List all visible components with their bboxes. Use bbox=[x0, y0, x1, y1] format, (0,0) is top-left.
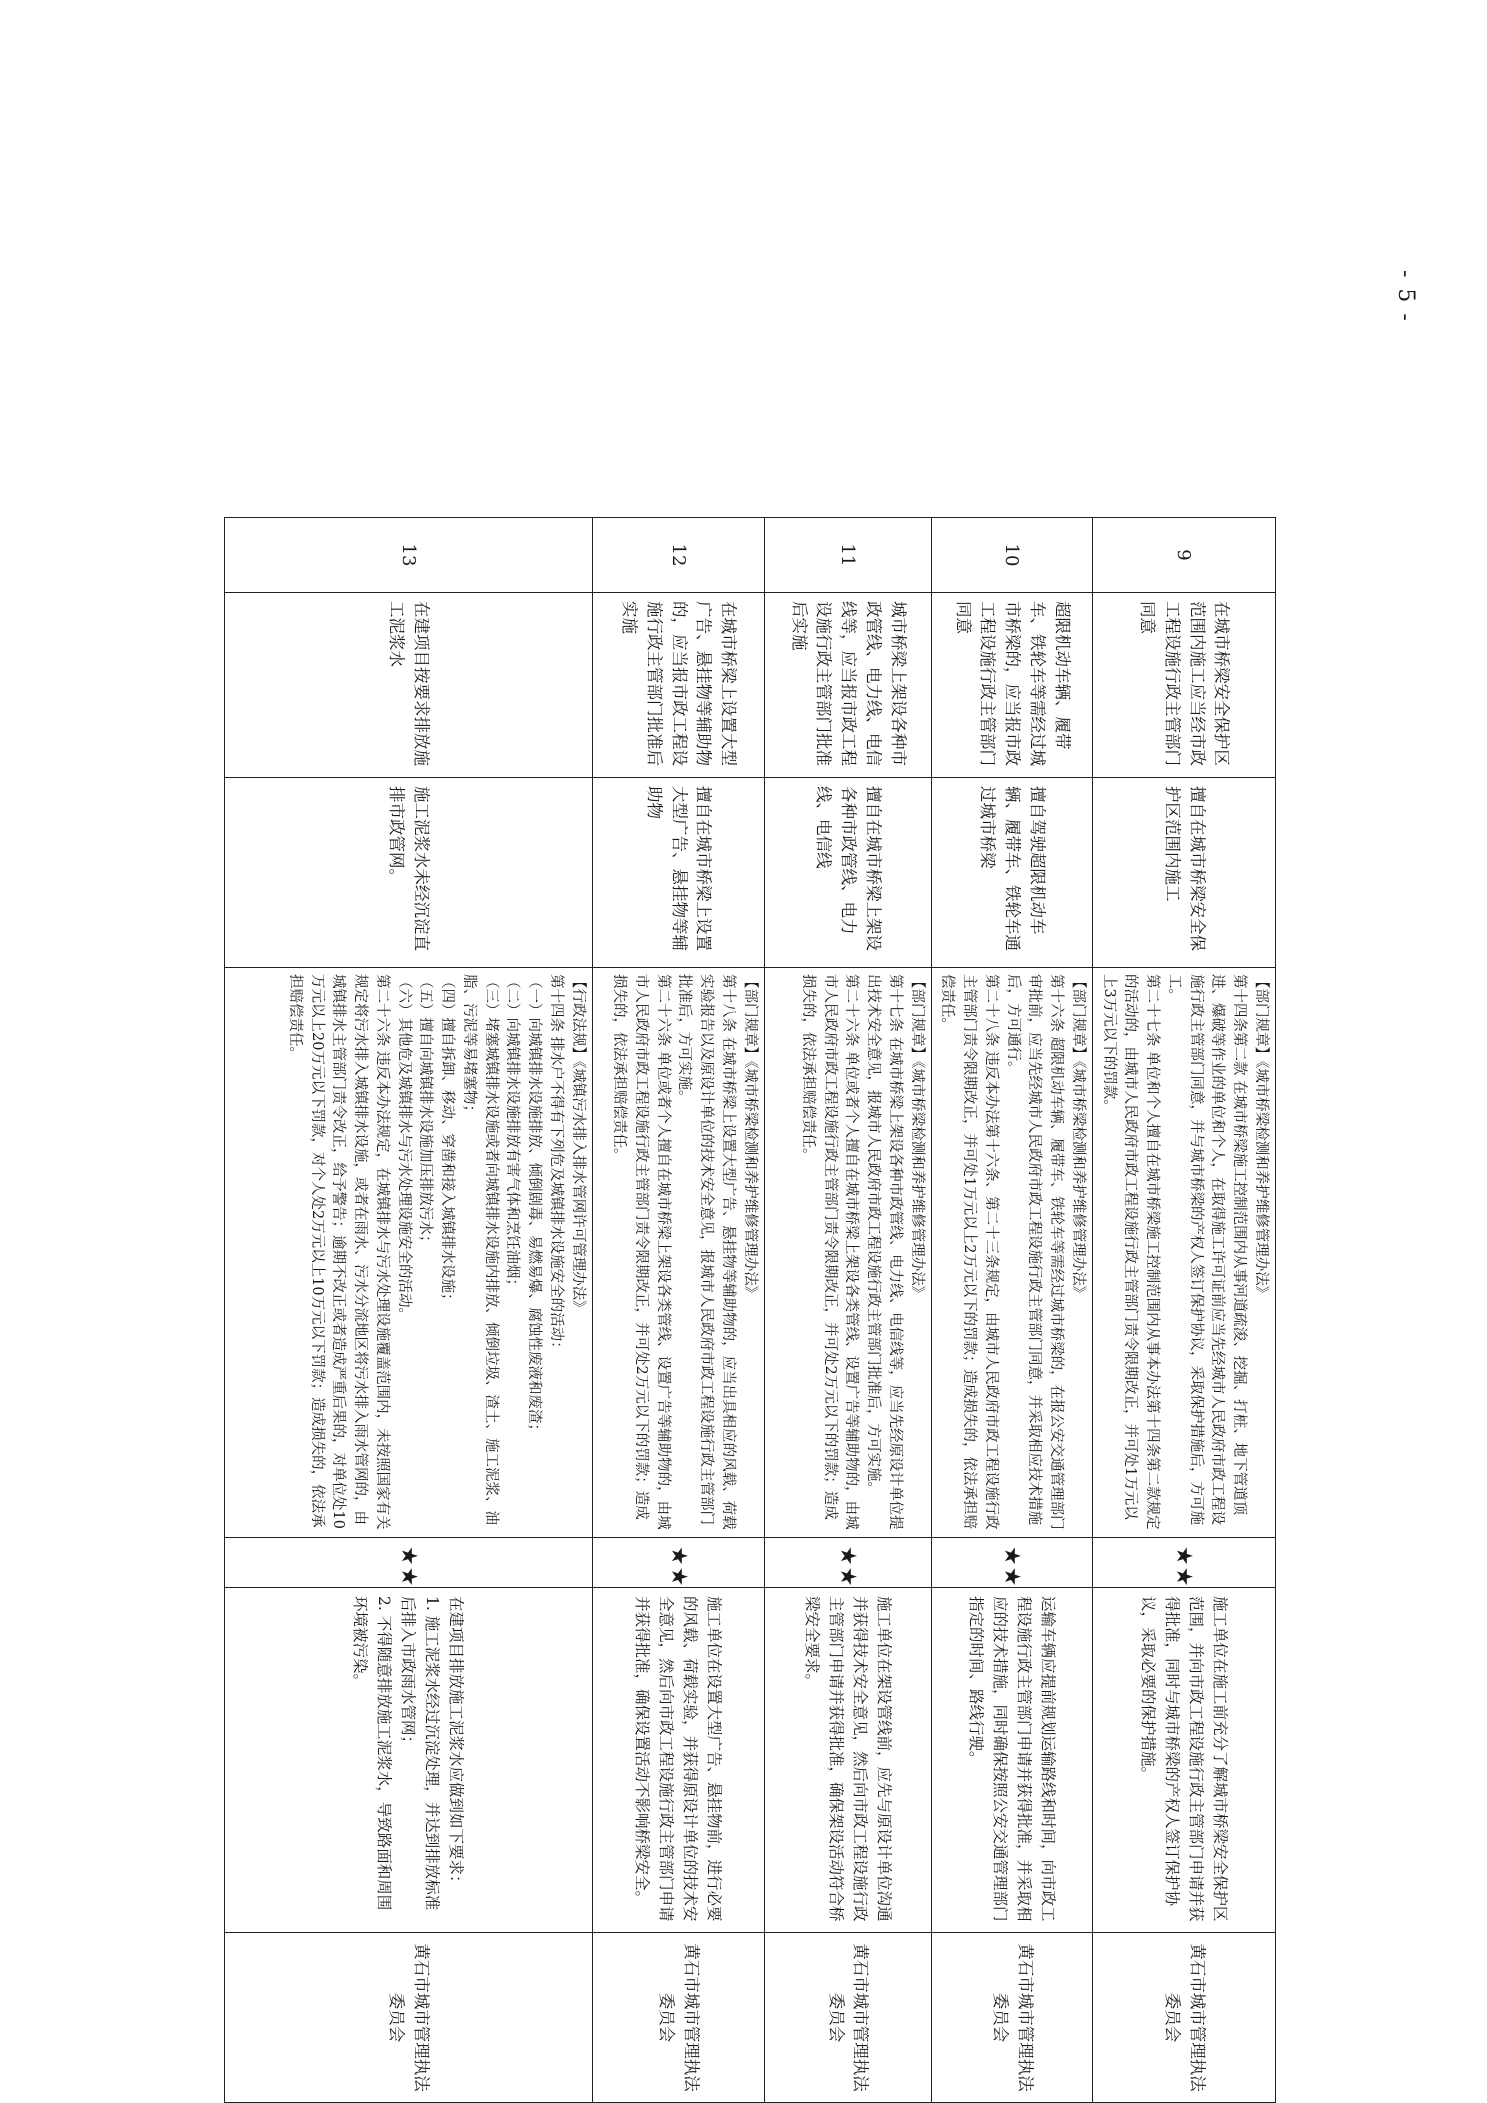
row-number: 13 bbox=[224, 518, 592, 593]
basis-line: 第十四条第二款 在城市桥梁施工控制范围内从事河道疏浚、挖掘、打桩、地下管道顶进、爆破等作业的单位和个人，在取得施工许可证前应当先经城市人民政府市政工程设施行政主管部门同意，并与城市桥梁的产权人签订保护协议，采取保护措施后，方可施工。 bbox=[1166, 974, 1248, 1525]
legal-basis-cell bbox=[224, 968, 592, 1538]
basis-line: （一）向城镇排水设施排放、倾倒剧毒、易燃易爆、腐蚀性废液和废渣； bbox=[526, 974, 543, 1438]
basis-line: 【部门规章】《城市桥梁检测和养护维修管理办法》 bbox=[1253, 974, 1269, 1301]
basis-line: 第十六条 超限机动车辆、履带车、铁轮车等需经过城市桥梁的，在报公安交通管理部门审批前，应当先经城市人民政府市政工程设施行政主管部门同意，并采取相应技术措施后，方可通行。 bbox=[1004, 974, 1065, 1530]
risk-level-stars: ★★ bbox=[592, 1538, 764, 1588]
legal-basis-cell bbox=[1093, 968, 1276, 1538]
matter-cell: 在建项目按要求排放施工泥浆水 bbox=[224, 593, 592, 778]
basis-line: （四）擅自拆卸、移动、穿凿和接入城镇排水设施； bbox=[439, 974, 456, 1308]
legal-basis-cell bbox=[764, 968, 931, 1538]
matter-cell: 在城市桥梁安全保护区范围内施工应当经市政工程设施行政主管部门同意 bbox=[1093, 593, 1276, 778]
department-cell: 黄石市城市管理执法委员会 bbox=[1093, 1933, 1276, 2103]
basis-line: （五）擅自向城镇排水设施加压排放污水； bbox=[417, 974, 434, 1250]
violation-cell: 擅自驾驶超限机动车辆、履带车、铁轮车通过城市桥梁 bbox=[931, 778, 1092, 968]
row-number: 12 bbox=[592, 518, 764, 593]
risk-level-stars: ★★ bbox=[931, 1538, 1092, 1588]
basis-line: 【部门规章】《城市桥梁检测和养护维修管理办法》 bbox=[1070, 974, 1086, 1301]
basis-line: 第二十六条 单位或者个人擅自在城市桥梁上架设各类管线、设置广告等辅助物的，由城市人民政府市政工程设施行政主管部门责令限期改正，并可处2万元以下的罚款；造成损失的，依法承担赔偿责任。 bbox=[611, 974, 671, 1530]
page-number: - 5 - bbox=[1393, 270, 1418, 323]
table-row bbox=[764, 518, 931, 2103]
violation-cell: 擅自在城市桥梁上设置大型广告、悬挂物等辅助物 bbox=[592, 778, 764, 968]
matter-cell: 超限机动车辆、履带车、铁轮车等需经过城市桥梁的，应当报市政工程设施行政主管部门同意 bbox=[931, 593, 1092, 778]
violation-cell: 擅自在城市桥梁上架设各种市政管线、电力线、电信线 bbox=[764, 778, 931, 968]
basis-line: 第二十六条 违反本办法规定，在城镇排水与污水处理设施覆盖范围内，未按照国家有关规定将污水排入城镇排水设施，或者在雨水、污水分流地区将污水排入雨水管网的，由城镇排水主管部门责令改正，给予警告；逾期不改正或者造成严重后果的，对单位处10万元以上20万元以下罚款，对个人处2万元以上10万元以下罚款；造成损失的，依法承担赔偿责任。 bbox=[287, 974, 390, 1530]
violation-cell: 施工泥浆水未经沉淀直排市政管网。 bbox=[224, 778, 592, 968]
basis-line: 【行政法规】《城镇污水排入排水管网许可管理办法》 bbox=[569, 974, 586, 1315]
risk-level-stars: ★★ bbox=[224, 1538, 592, 1588]
requirement-cell: 在建项目排放施工泥浆水应做到如下要求： 1. 施工泥浆水经过沉淀处理，并达到排放标准后排入市政雨水管网； 2. 不得随意排放施工泥浆水，导致路面和周围环境被污染。 bbox=[224, 1588, 592, 1933]
table-row bbox=[931, 518, 1092, 2103]
matter-cell: 城市桥梁上架设各种市政管线、电力线、电信线等，应当报市政工程设施行政主管部门批准后实施 bbox=[764, 593, 931, 778]
basis-line: （二）向城镇排水设施排放有害气体和烹饪油烟； bbox=[504, 974, 521, 1293]
basis-line: 第十八条 在城市桥梁上设置大型广告、悬挂物等辅助物的，应当出具相应的风载、荷载实验报告以及原设计单位的技术安全意见，报城市人民政府市政工程设施行政主管部门批准后，方可实施。 bbox=[676, 974, 736, 1530]
table-row bbox=[224, 518, 592, 2103]
basis-line: 第十四条 排水户不得有下列危及城镇排水设施安全的活动： bbox=[548, 974, 564, 1356]
basis-line: 第二十八条 违反本办法第十六条、第二十三条规定，由城市人民政府市政工程设施行政主管部门责令限期改正，并可处1万元以上2万元以下的罚款；造成损失的，依法承担赔偿责任。 bbox=[939, 974, 999, 1530]
basis-line: 第二十六条 单位或者个人擅自在城市桥梁上架设各类管线、设置广告等辅助物的，由城市人民政府市政工程设施行政主管部门责令限期改正，并可处2万元以下的罚款；造成损失的，依法承担赔偿责任。 bbox=[800, 974, 860, 1530]
table-row bbox=[1093, 518, 1276, 2103]
department-cell: 黄石市城市管理执法委员会 bbox=[931, 1933, 1092, 2103]
legal-basis-cell bbox=[931, 968, 1092, 1538]
matter-cell: 在城市桥梁上设置大型广告、悬挂物等辅助物的，应当报市政工程设施行政主管部门批准后实施 bbox=[592, 593, 764, 778]
department-cell: 黄石市城市管理执法委员会 bbox=[224, 1933, 592, 2103]
legal-basis-cell bbox=[592, 968, 764, 1538]
department-cell: 黄石市城市管理执法委员会 bbox=[764, 1933, 931, 2103]
basis-line: 第二十七条 单位和个人擅自在城市桥梁施工控制范围内从事本办法第十四条第二款规定的活动的，由城市人民政府市政工程设施行政主管部门责令限期改正，并可处1万元以上3万元以下的罚款。 bbox=[1100, 974, 1161, 1530]
table-row bbox=[592, 518, 764, 2103]
row-number: 11 bbox=[764, 518, 931, 593]
basis-line: 第十七条 在城市桥梁上架设各种市政管线、电力线、电信线等，应当先经原设计单位提出技术安全意见，报城市人民政府市政工程设施行政主管部门批准后，方可实施。 bbox=[865, 974, 903, 1530]
requirement-cell: 施工单位在施工前充分了解城市桥梁安全保护区范围，并向市政工程设施行政主管部门申请并获得批准，同时与城市桥梁的产权人签订保护协议，采取必要的保护措施。 bbox=[1093, 1588, 1276, 1933]
department-cell: 黄石市城市管理执法委员会 bbox=[592, 1933, 764, 2103]
regulation-table-rotated bbox=[231, 517, 1276, 2102]
basis-line: （三）堵塞城镇排水设施或者向城镇排水设施内排放、倾倒垃圾、渣土、施工泥浆、油脂、污泥等易堵塞物； bbox=[461, 974, 499, 1525]
row-number: 9 bbox=[1093, 518, 1276, 593]
basis-line: 【部门规章】《城市桥梁检测和养护维修管理办法》 bbox=[741, 974, 758, 1301]
risk-level-stars: ★★ bbox=[1093, 1538, 1276, 1588]
risk-level-stars: ★★ bbox=[764, 1538, 931, 1588]
requirement-cell: 运输车辆应提前规划运输路线和时间，向市政工程设施行政主管部门申请并获得批准，并采取相应的技术措施，同时确保按照公安交通管理部门指定的时间、路线行驶。 bbox=[931, 1588, 1092, 1933]
violation-cell: 擅自在城市桥梁安全保护区范围内施工 bbox=[1093, 778, 1276, 968]
requirement-cell: 施工单位在设置大型广告、悬挂物前，进行必要的风载、荷载实验，并获得原设计单位的技术安全意见，然后向市政工程设施行政主管部门申请并获得批准，确保设置活动不影响桥梁安全。 bbox=[592, 1588, 764, 1933]
regulation-table bbox=[224, 517, 1276, 2103]
requirement-cell: 施工单位在架设管线前，应先与原设计单位沟通并获得技术安全意见，然后向市政工程设施行政主管部门申请并获得批准，确保架设活动符合桥梁安全要求。 bbox=[764, 1588, 931, 1933]
basis-line: （六）其他危及城镇排水与污水处理设施安全的活动。 bbox=[395, 974, 412, 1322]
basis-line: 【部门规章】《城市桥梁检测和养护维修管理办法》 bbox=[908, 974, 925, 1301]
row-number: 10 bbox=[931, 518, 1092, 593]
